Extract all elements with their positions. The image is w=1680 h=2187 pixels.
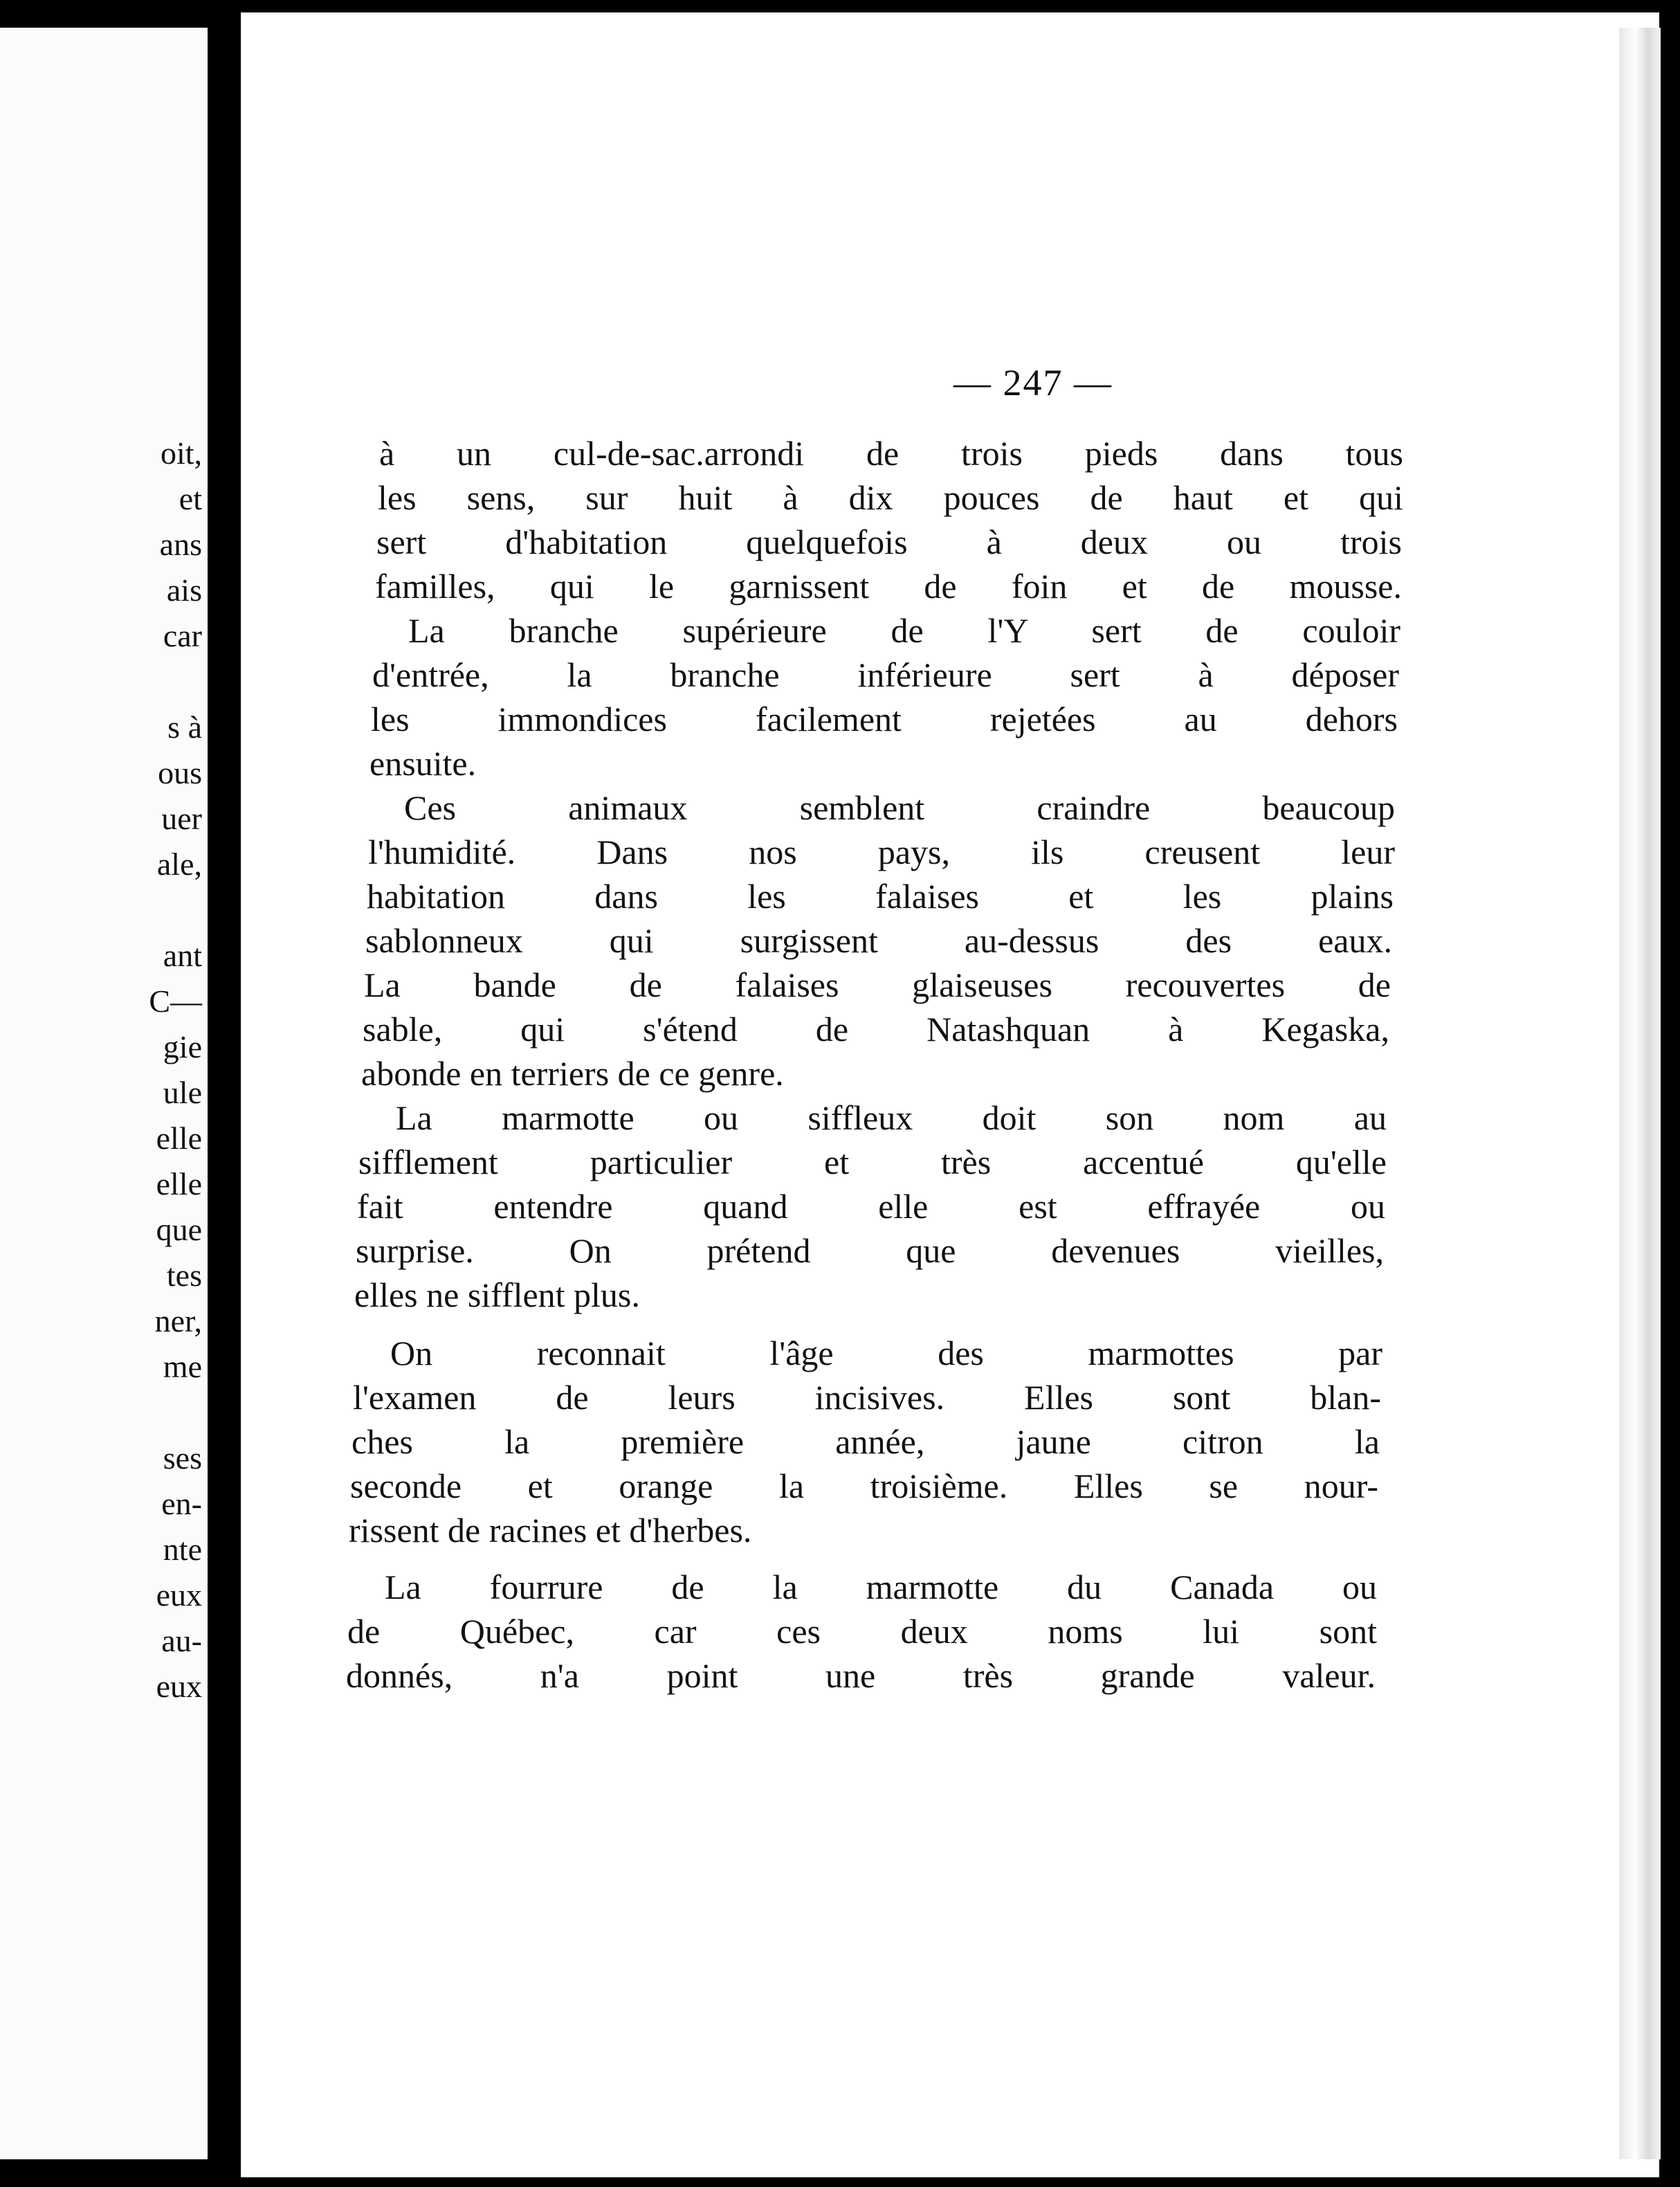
left-page-fragment: elle <box>156 1120 202 1156</box>
text-line: On reconnait l'âge des marmottes par <box>390 1334 1382 1372</box>
page-number: — 247 — <box>953 362 1113 403</box>
text-line: La marmotte ou siffleux doit son nom au <box>396 1098 1387 1137</box>
page-edge-stack <box>1619 28 1661 2159</box>
left-page-fragment: tes <box>166 1258 202 1293</box>
text-line: La branche supérieure de l'Y sert de couloir <box>408 611 1400 650</box>
text-line: fait entendre quand elle est effrayée ou <box>357 1187 1385 1226</box>
left-page-fragment: et <box>179 481 202 516</box>
previous-page-strip <box>0 28 208 2159</box>
text-line: sert d'habitation quelquefois à deux ou trois <box>376 523 1402 561</box>
left-page-fragment: car <box>163 618 202 653</box>
left-page-fragment: nte <box>163 1532 202 1567</box>
text-line: seconde et orange la troisième. Elles se nour- <box>350 1467 1378 1505</box>
text-line: donnés, n'a point une très grande valeur. <box>346 1656 1376 1695</box>
text-line: les sens, sur huit à dix pouces de haut et qui <box>378 478 1403 517</box>
text-line: habitation dans les falaises et les plains <box>367 877 1394 916</box>
left-page-fragment: que <box>156 1212 202 1247</box>
text-line: abonde en terriers de ce genre. <box>361 1054 784 1093</box>
left-page-fragment: ale, <box>156 846 202 882</box>
left-page-fragment: oit, <box>160 435 202 471</box>
text-line: Ces animaux semblent craindre beaucoup <box>404 788 1395 827</box>
left-page-fragment: gie <box>163 1029 202 1064</box>
current-page <box>241 12 1659 2177</box>
left-page-fragment: eux <box>156 1669 202 1704</box>
text-line: les immondices facilement rejetées au dehors <box>371 700 1398 738</box>
left-page-fragment: ner, <box>154 1303 202 1338</box>
text-line: surprise. On prétend que devenues vieilles, <box>356 1231 1384 1270</box>
left-page-fragment: ais <box>166 572 202 608</box>
left-page-fragment: uer <box>161 801 202 836</box>
text-line: sablonneux qui surgissent au-dessus des eaux. <box>365 921 1392 960</box>
left-page-fragment: ans <box>159 527 202 562</box>
left-page-fragment: eux <box>156 1577 202 1613</box>
text-line: de Québec, car ces deux noms lui sont <box>347 1612 1377 1651</box>
text-line: sifflement particulier et très accentué qu'elle <box>358 1143 1387 1181</box>
left-page-fragment: en- <box>161 1486 202 1521</box>
text-line: rissent de racines et d'herbes. <box>349 1511 752 1550</box>
text-line: La fourrure de la marmotte du Canada ou <box>385 1568 1377 1606</box>
text-line: La bande de falaises glaiseuses recouvertes de <box>364 965 1391 1004</box>
left-page-fragment: ant <box>163 938 202 973</box>
left-page-fragment: C— <box>149 983 202 1019</box>
text-line: ches la première année, jaune citron la <box>351 1422 1380 1461</box>
text-line: d'entrée, la branche inférieure sert à déposer <box>372 655 1399 694</box>
text-line: l'examen de leurs incisives. Elles sont blan- <box>353 1378 1381 1417</box>
text-line: l'humidité. Dans nos pays, ils creusent leur <box>368 833 1395 871</box>
left-page-fragment: ses <box>163 1440 202 1476</box>
left-page-fragment: s à <box>167 709 202 745</box>
left-page-fragment: elle <box>156 1166 202 1201</box>
text-line: elles ne sifflent plus. <box>354 1276 640 1314</box>
left-page-fragment: au- <box>161 1623 202 1658</box>
text-line: familles, qui le garnissent de foin et de mousse. <box>375 567 1402 606</box>
text-line: sable, qui s'étend de Natashquan à Kegaska, <box>363 1010 1389 1049</box>
left-page-fragment: ule <box>163 1075 202 1110</box>
left-page-fragment: ous <box>158 755 202 790</box>
text-line: ensuite. <box>369 744 477 783</box>
text-line: à un cul-de-sac.arrondi de trois pieds dans tous <box>379 434 1403 473</box>
left-page-fragment: me <box>163 1349 202 1384</box>
